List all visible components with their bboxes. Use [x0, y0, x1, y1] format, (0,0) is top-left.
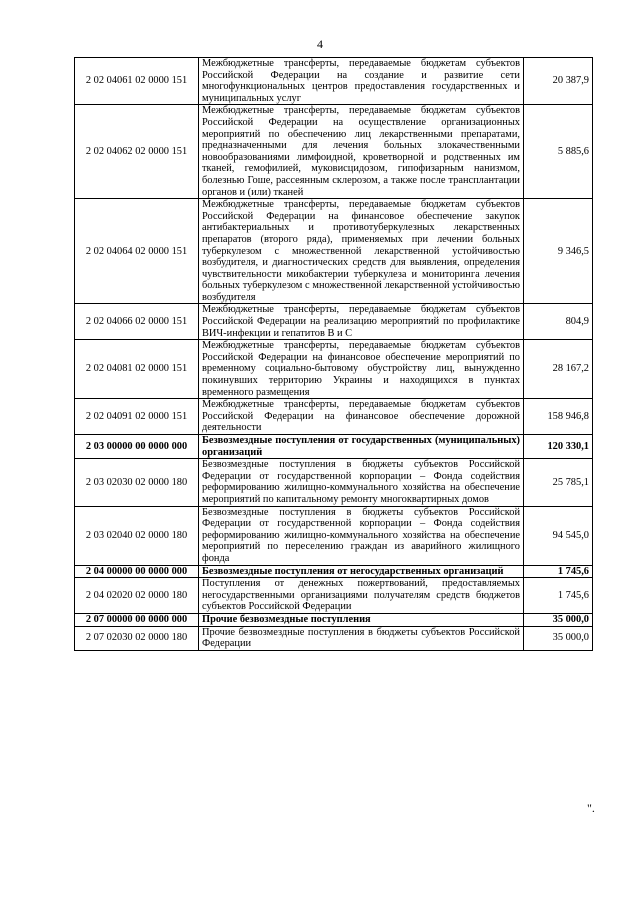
table-row: [75, 199, 593, 304]
amount-cell: 20 387,9: [524, 58, 593, 105]
amount-cell: 25 785,1: [524, 459, 593, 506]
amount-cell: 35 000,0: [524, 613, 593, 626]
description-cell: Поступления от денежных пожертвований, предоставляемых негосударственными организациями получателям средств бюджетов субъектов Российской Федерации: [199, 578, 524, 614]
revenue-table: [74, 57, 593, 651]
table-row: [75, 58, 593, 105]
table-row: [75, 459, 593, 506]
description-cell: Межбюджетные трансферты, передаваемые бюджетам субъектов Российской Федерации на финансовое обеспечение закупок антибактериальных и противотуберкулезных лекарственных препаратов (второго ряда), применяемых при лечении больных туберкулезом с множественной лекарственной устойчивостью возбудителя, и диагностических средств для выявления, определения чувствительности микобактерии туберкулеза и мониторинга лечения больных туберкулезом с множественной лекарственной устойчивостью возбудителя: [199, 199, 524, 304]
description-cell: Прочие безвозмездные поступления в бюджеты субъектов Российской Федерации: [199, 626, 524, 650]
amount-cell: 1 745,6: [524, 565, 593, 578]
budget-code-cell: 2 02 04064 02 0000 151: [75, 199, 199, 304]
amount-cell: 35 000,0: [524, 626, 593, 650]
table-row-total: [75, 435, 593, 459]
description-cell: Межбюджетные трансферты, передаваемые бюджетам субъектов Российской Федерации на реализацию мероприятий по профилактике ВИЧ-инфекции и гепатитов В и С: [199, 304, 524, 340]
table-row-total: [75, 613, 593, 626]
budget-code-cell: 2 04 00000 00 0000 000: [75, 565, 199, 578]
table-row: [75, 304, 593, 340]
budget-code-cell: 2 03 02040 02 0000 180: [75, 506, 199, 565]
description-cell: Безвозмездные поступления в бюджеты субъектов Российской Федерации от государственной корпорации – Фонда содействия реформированию жилищно-коммунального хозяйства на обеспечение мероприятий по переселению граждан из аварийного жилищного фонда: [199, 506, 524, 565]
budget-code-cell: 2 03 00000 00 0000 000: [75, 435, 199, 459]
amount-cell: 5 885,6: [524, 105, 593, 199]
budget-code-cell: 2 03 02030 02 0000 180: [75, 459, 199, 506]
table-row: [75, 578, 593, 614]
budget-code-cell: 2 02 04066 02 0000 151: [75, 304, 199, 340]
budget-code-cell: 2 02 04081 02 0000 151: [75, 340, 199, 399]
description-cell: Безвозмездные поступления от негосударственных организаций: [199, 565, 524, 578]
description-cell: Межбюджетные трансферты, передаваемые бюджетам субъектов Российской Федерации на финансовое обеспечение мероприятий по временному социально-бытовому обустройству лиц, вынужденно покинувших территорию Украины и находящихся в пунктах временного размещения: [199, 340, 524, 399]
description-cell: Межбюджетные трансферты, передаваемые бюджетам субъектов Российской Федерации на осуществление организационных мероприятий по обеспечению лиц лекарственными препаратами, предназначенными для лечения больных злокачественными новообразованиями лимфоидной, кроветворной и родственных им тканей, гемофилией, муковисцидозом, гипофизарным нанизмом, болезнью Гоше, рассеянным склерозом, а также после трансплантации органов и (или) тканей: [199, 105, 524, 199]
description-cell: Межбюджетные трансферты, передаваемые бюджетам субъектов Российской Федерации на финансовое обеспечение дорожной деятельности: [199, 399, 524, 435]
table-row: [75, 105, 593, 199]
description-cell: Межбюджетные трансферты, передаваемые бюджетам субъектов Российской Федерации на создание и развитие сети многофункциональных центров предоставления государственных и муниципальных услуг: [199, 58, 524, 105]
description-cell: Безвозмездные поступления в бюджеты субъектов Российской Федерации от государственной корпорации – Фонда содействия реформированию жилищно-коммунального хозяйства на обеспечение мероприятий по капитальному ремонту многоквартирных домов: [199, 459, 524, 506]
table-row: [75, 626, 593, 650]
budget-code-cell: 2 07 02030 02 0000 180: [75, 626, 199, 650]
amount-cell: 94 545,0: [524, 506, 593, 565]
table-row: [75, 340, 593, 399]
table-row-total: [75, 565, 593, 578]
table-row: [75, 399, 593, 435]
amount-cell: 804,9: [524, 304, 593, 340]
budget-code-cell: 2 07 00000 00 0000 000: [75, 613, 199, 626]
budget-code-cell: 2 02 04091 02 0000 151: [75, 399, 199, 435]
description-cell: Прочие безвозмездные поступления: [199, 613, 524, 626]
closing-quote-mark: ".: [587, 801, 595, 815]
amount-cell: 9 346,5: [524, 199, 593, 304]
table-row: [75, 506, 593, 565]
budget-code-cell: 2 04 02020 02 0000 180: [75, 578, 199, 614]
description-cell: Безвозмездные поступления от государственных (муниципальных) организаций: [199, 435, 524, 459]
budget-code-cell: 2 02 04062 02 0000 151: [75, 105, 199, 199]
amount-cell: 158 946,8: [524, 399, 593, 435]
amount-cell: 1 745,6: [524, 578, 593, 614]
budget-code-cell: 2 02 04061 02 0000 151: [75, 58, 199, 105]
amount-cell: 28 167,2: [524, 340, 593, 399]
page-number: 4: [317, 37, 323, 51]
amount-cell: 120 330,1: [524, 435, 593, 459]
